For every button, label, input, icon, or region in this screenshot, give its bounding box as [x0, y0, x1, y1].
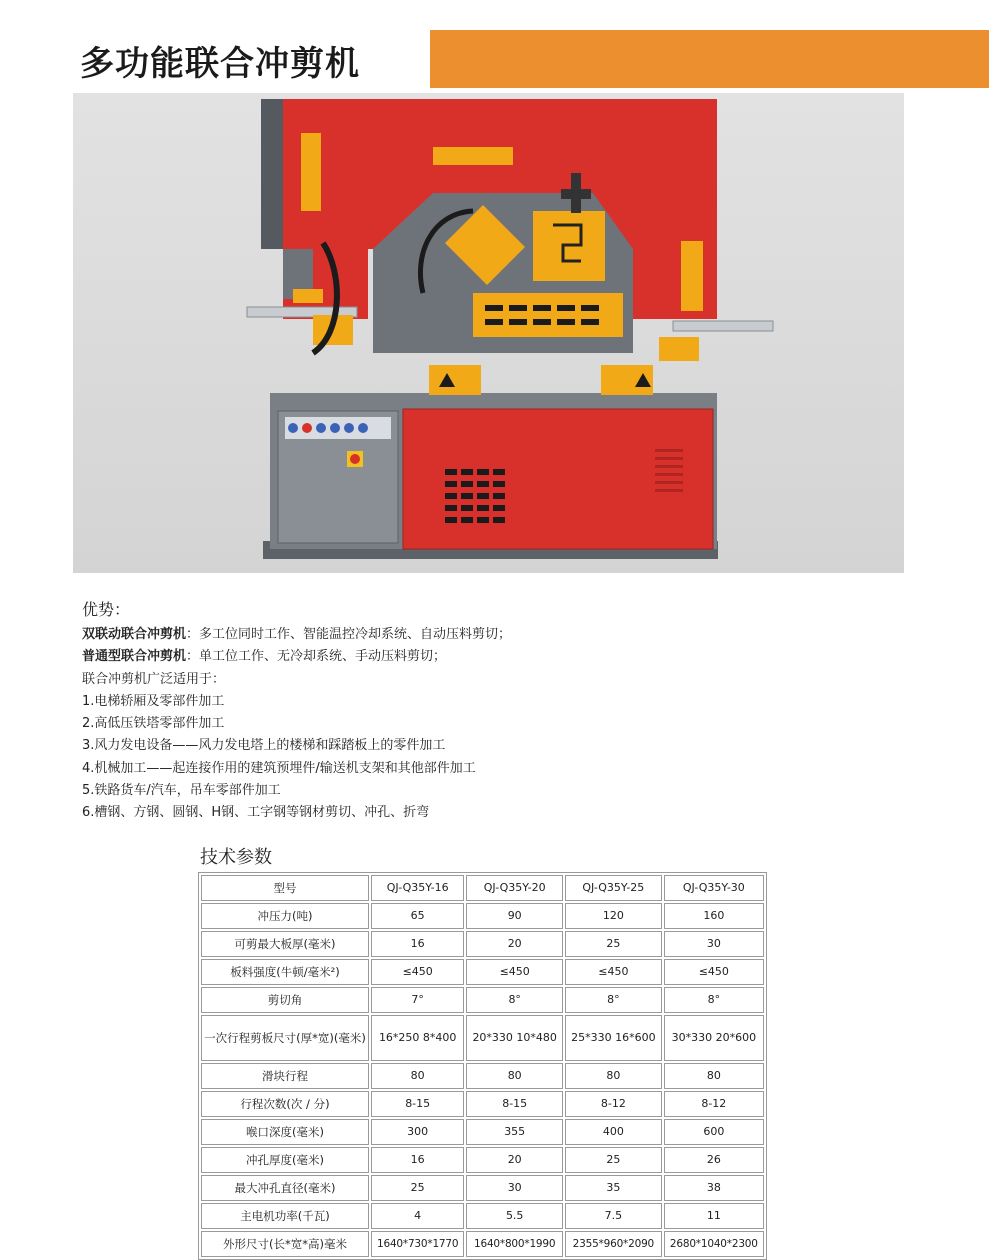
- advantage-line-text: 5.铁路货车/汽车，吊车零部件加工: [82, 783, 281, 799]
- table-cell: 8°: [565, 987, 662, 1013]
- table-cell: 120: [565, 903, 662, 929]
- row-label: 行程次数(次 / 分): [201, 1091, 369, 1117]
- table-header-cell: QJ-Q35Y-30: [664, 875, 764, 901]
- advantage-line: [82, 735, 511, 757]
- table-cell: 8°: [664, 987, 764, 1013]
- table-row: [201, 1147, 764, 1173]
- table-cell: 90: [466, 903, 563, 929]
- advantage-line-text: 1.电梯轿厢及零部件加工: [82, 693, 225, 709]
- table-cell: 25: [565, 1147, 662, 1173]
- advantages-section: [82, 597, 511, 825]
- title-accent-bar: [430, 30, 989, 88]
- table-cell: 25: [371, 1175, 464, 1201]
- row-label: 可剪最大板厚(毫米): [201, 931, 369, 957]
- table-cell: 11: [664, 1203, 764, 1229]
- advantage-line: [82, 691, 511, 713]
- table-cell: 355: [466, 1119, 563, 1145]
- table-cell: 20: [466, 931, 563, 957]
- advantage-line-bold: 普通型联合冲剪机: [82, 649, 187, 665]
- table-cell: 8°: [466, 987, 563, 1013]
- table-cell: 2680*1040*2300: [664, 1231, 764, 1257]
- table-cell: 7.5: [565, 1203, 662, 1229]
- table-cell: 16: [371, 931, 464, 957]
- table-cell: 16*250 8*400: [371, 1015, 464, 1061]
- advantage-line-text: 联合冲剪机广泛适用于：: [82, 671, 226, 687]
- advantage-line-text: 2.高低压铁塔零部件加工: [82, 716, 225, 732]
- table-cell: 80: [664, 1063, 764, 1089]
- table-cell: 30: [466, 1175, 563, 1201]
- table-header-cell: QJ-Q35Y-20: [466, 875, 563, 901]
- table-cell: 1640*800*1990: [466, 1231, 563, 1257]
- advantage-line-text: 3.风力发电设备——风力发电塔上的楼梯和踩踏板上的零件加工: [82, 738, 446, 754]
- table-row: [201, 1063, 764, 1089]
- table-cell: ≤450: [466, 959, 563, 985]
- row-label: 主电机功率(千瓦): [201, 1203, 369, 1229]
- advantage-line: [82, 669, 511, 691]
- table-cell: 8-12: [565, 1091, 662, 1117]
- table-cell: 20: [466, 1147, 563, 1173]
- table-cell: ≤450: [371, 959, 464, 985]
- table-header-cell: QJ-Q35Y-25: [565, 875, 662, 901]
- table-cell: 4: [371, 1203, 464, 1229]
- page-title: 多功能联合冲剪机: [80, 44, 360, 84]
- table-cell: 160: [664, 903, 764, 929]
- table-cell: ≤450: [664, 959, 764, 985]
- table-cell: 8-15: [371, 1091, 464, 1117]
- table-row: [201, 903, 764, 929]
- table-cell: 26: [664, 1147, 764, 1173]
- row-label: 最大冲孔直径(毫米): [201, 1175, 369, 1201]
- advantage-line: [82, 646, 511, 668]
- row-label: 冲压力(吨): [201, 903, 369, 929]
- advantage-line-text: ：多工位同时工作、智能温控冷却系统、自动压料剪切；: [186, 627, 512, 642]
- table-row: [201, 987, 764, 1013]
- table-header-cell: 型号: [201, 875, 369, 901]
- row-label: 冲孔厚度(毫米): [201, 1147, 369, 1173]
- table-row: [201, 1119, 764, 1145]
- advantage-line-bold: 双联动联合冲剪机: [82, 627, 187, 642]
- table-header-cell: QJ-Q35Y-16: [371, 875, 464, 901]
- spec-heading: 技术参数: [200, 847, 272, 868]
- table-row: [201, 1091, 764, 1117]
- advantage-line-text: 6.槽钢、方钢、圆钢、H钢、工字钢等钢材剪切、冲孔、折弯: [82, 805, 430, 821]
- advantage-line: [82, 624, 511, 646]
- advantage-line: [82, 802, 511, 824]
- row-label: 板料强度(牛顿/毫米²): [201, 959, 369, 985]
- row-label: 喉口深度(毫米): [201, 1119, 369, 1145]
- table-cell: 8-12: [664, 1091, 764, 1117]
- table-cell: 30*330 20*600: [664, 1015, 764, 1061]
- machine-photo: [73, 93, 904, 573]
- table-row: [201, 1015, 764, 1061]
- table-header-row: [201, 875, 764, 901]
- table-cell: 16: [371, 1147, 464, 1173]
- table-cell: 30: [664, 931, 764, 957]
- spec-table: [198, 872, 767, 1260]
- table-cell: 600: [664, 1119, 764, 1145]
- table-cell: 8-15: [466, 1091, 563, 1117]
- advantage-line-text: 4.机械加工——起连接作用的建筑预埋件/输送机支架和其他部件加工: [82, 760, 476, 776]
- row-label: 滑块行程: [201, 1063, 369, 1089]
- table-cell: 20*330 10*480: [466, 1015, 563, 1061]
- table-cell: 25*330 16*600: [565, 1015, 662, 1061]
- table-cell: 65: [371, 903, 464, 929]
- table-row: [201, 1231, 764, 1257]
- row-label: 剪切角: [201, 987, 369, 1013]
- advantage-line: [82, 713, 511, 735]
- table-cell: 300: [371, 1119, 464, 1145]
- table-row: [201, 1203, 764, 1229]
- table-row: [201, 1175, 764, 1201]
- table-cell: 400: [565, 1119, 662, 1145]
- table-cell: 7°: [371, 987, 464, 1013]
- ironworker-machine-illustration: [73, 93, 904, 573]
- advantages-heading: 优势：: [82, 600, 131, 619]
- row-label: 外形尺寸(长*宽*高)毫米: [201, 1231, 369, 1257]
- advantage-line: [82, 780, 511, 802]
- row-label: 一次行程剪板尺寸(厚*宽)(毫米): [201, 1015, 369, 1061]
- table-cell: 2355*960*2090: [565, 1231, 662, 1257]
- table-cell: 80: [565, 1063, 662, 1089]
- table-cell: 25: [565, 931, 662, 957]
- table-cell: 1640*730*1770: [371, 1231, 464, 1257]
- table-cell: 5.5: [466, 1203, 563, 1229]
- table-row: [201, 959, 764, 985]
- table-cell: 80: [466, 1063, 563, 1089]
- advantage-line-text: ：单工位工作、无冷却系统、手动压料剪切；: [186, 649, 447, 665]
- table-row: [201, 931, 764, 957]
- table-cell: ≤450: [565, 959, 662, 985]
- table-cell: 38: [664, 1175, 764, 1201]
- table-cell: 35: [565, 1175, 662, 1201]
- table-cell: 80: [371, 1063, 464, 1089]
- advantage-line: [82, 758, 511, 780]
